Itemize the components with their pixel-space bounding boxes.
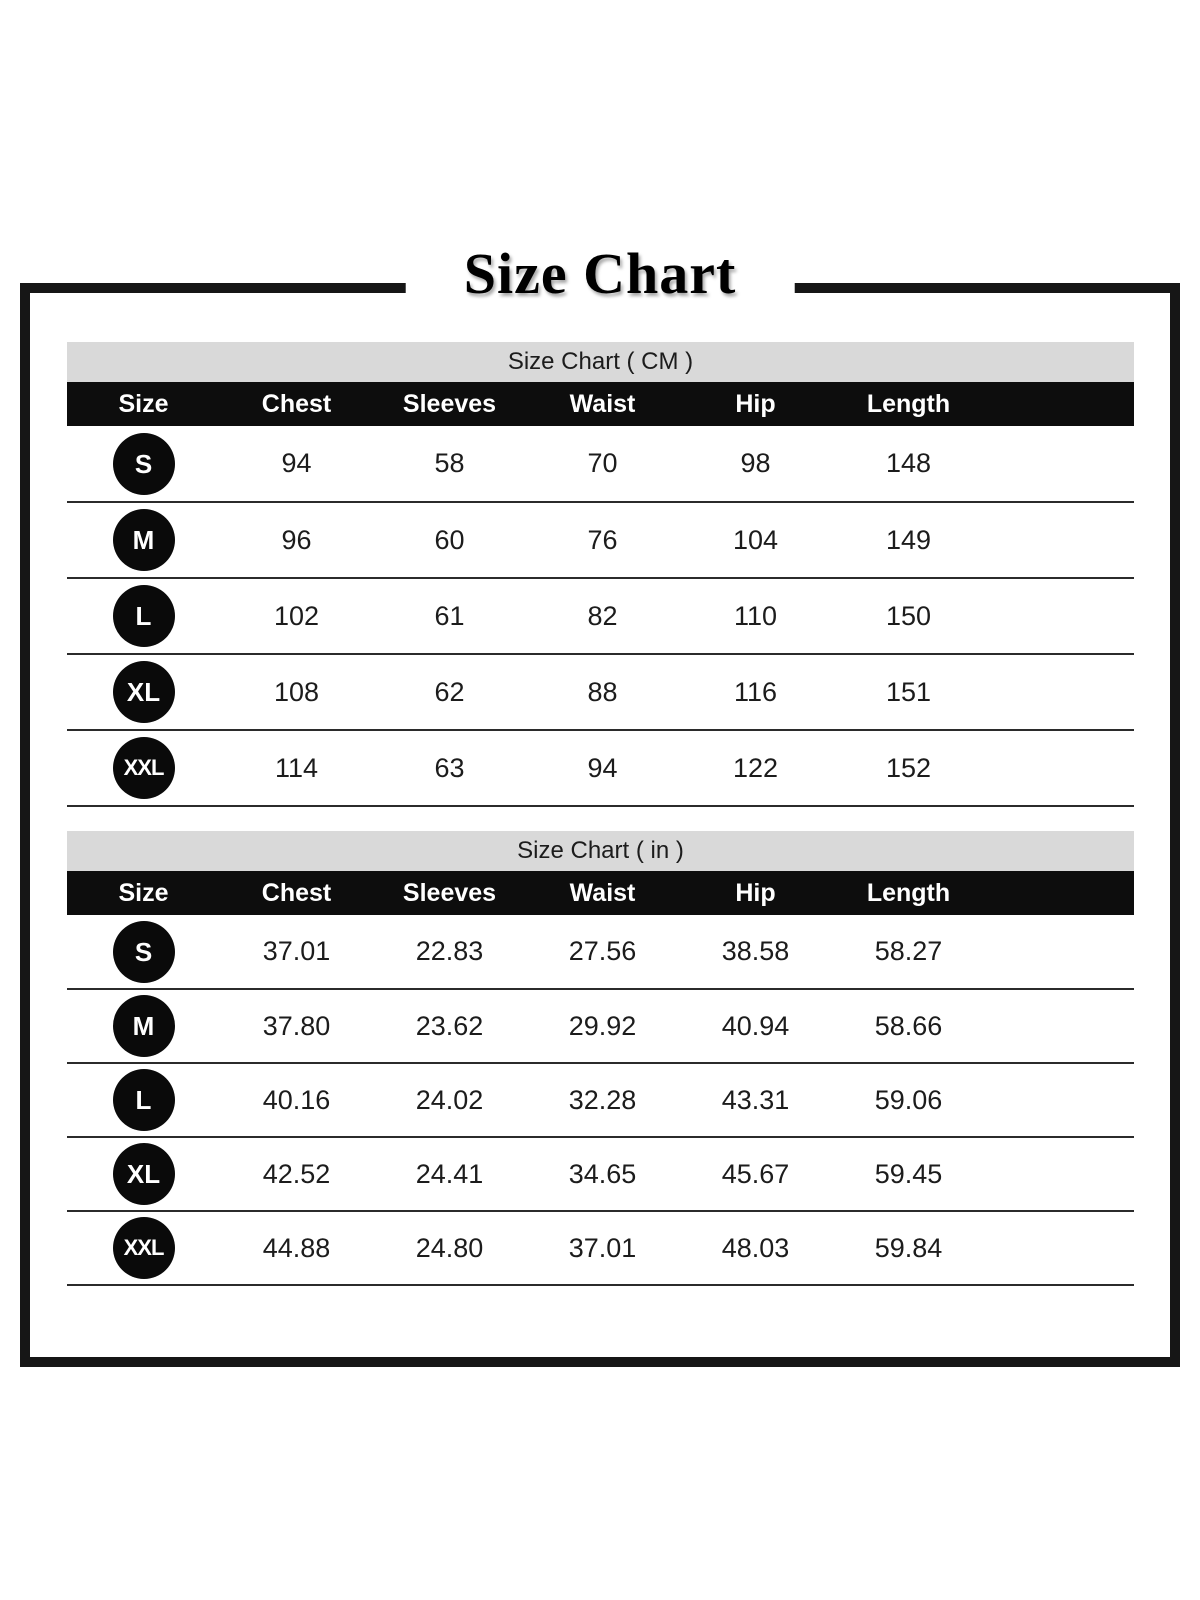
- measurement-cell: 40.94: [679, 989, 832, 1063]
- measurement-cell: 27.56: [526, 915, 679, 989]
- measurements-table-cm: [67, 382, 1134, 807]
- table-header-cm: [67, 382, 1134, 426]
- spacer-cell: [985, 989, 1134, 1063]
- measurement-cell: 150: [832, 578, 985, 654]
- size-row-xl: [67, 654, 1134, 730]
- measurement-cell: 24.80: [373, 1211, 526, 1285]
- table-header-in: [67, 871, 1134, 915]
- measurement-cell: 114: [220, 730, 373, 806]
- measurement-cell: 96: [220, 502, 373, 578]
- size-badge: L: [113, 585, 175, 647]
- measurement-cell: 40.16: [220, 1063, 373, 1137]
- column-header-size: Size: [118, 878, 169, 907]
- measurement-cell: 94: [220, 426, 373, 502]
- measurement-cell: 102: [220, 578, 373, 654]
- size-cell: [67, 1063, 220, 1137]
- size-cell: [67, 578, 220, 654]
- size-badge: L: [113, 1069, 175, 1131]
- measurement-cell: 43.31: [679, 1063, 832, 1137]
- spacer-cell: [985, 730, 1134, 806]
- measurement-cell: 48.03: [679, 1211, 832, 1285]
- measurement-cell: 37.80: [220, 989, 373, 1063]
- size-row-xxl: [67, 730, 1134, 806]
- column-header-size: Size: [118, 389, 169, 418]
- spacer-cell: [985, 426, 1134, 502]
- measurement-cell: 22.83: [373, 915, 526, 989]
- spacer-cell: [985, 654, 1134, 730]
- column-header-sleeves: Sleeves: [402, 389, 497, 418]
- column-header-chest: Chest: [261, 878, 332, 907]
- size-cell: [67, 1137, 220, 1211]
- spacer-cell: [985, 1211, 1134, 1285]
- size-row-l: [67, 1063, 1134, 1137]
- size-badge: S: [113, 921, 175, 983]
- measurement-cell: 76: [526, 502, 679, 578]
- size-badge: XL: [113, 1143, 175, 1205]
- measurement-cell: 44.88: [220, 1211, 373, 1285]
- measurement-cell: 45.67: [679, 1137, 832, 1211]
- spacer-column: [985, 382, 1134, 426]
- measurement-cell: 110: [679, 578, 832, 654]
- size-row-s: [67, 426, 1134, 502]
- measurement-cell: 63: [373, 730, 526, 806]
- table-body-in: [67, 915, 1134, 1285]
- size-row-l: [67, 578, 1134, 654]
- measurement-cell: 108: [220, 654, 373, 730]
- measurement-cell: 24.41: [373, 1137, 526, 1211]
- size-table-in: [67, 831, 1134, 1286]
- spacer-cell: [985, 578, 1134, 654]
- column-header-chest: Chest: [261, 389, 332, 418]
- measurement-cell: 151: [832, 654, 985, 730]
- frame-content: [30, 293, 1170, 1286]
- measurement-cell: 61: [373, 578, 526, 654]
- measurement-cell: 24.02: [373, 1063, 526, 1137]
- measurement-cell: 37.01: [220, 915, 373, 989]
- column-header-length: Length: [866, 878, 951, 907]
- size-row-xl: [67, 1137, 1134, 1211]
- size-badge: XXL: [113, 737, 175, 799]
- table-caption-in: Size Chart ( in ): [67, 831, 1134, 871]
- column-header-waist: Waist: [569, 389, 636, 418]
- measurement-cell: 60: [373, 502, 526, 578]
- spacer-column: [985, 871, 1134, 915]
- column-header-waist: Waist: [569, 878, 636, 907]
- measurement-cell: 42.52: [220, 1137, 373, 1211]
- measurement-cell: 29.92: [526, 989, 679, 1063]
- measurements-table-in: [67, 871, 1134, 1286]
- header-row: [67, 382, 1134, 426]
- measurement-cell: 98: [679, 426, 832, 502]
- size-row-m: [67, 502, 1134, 578]
- size-badge: M: [113, 995, 175, 1057]
- measurement-cell: 70: [526, 426, 679, 502]
- table-caption-cm: Size Chart ( CM ): [67, 342, 1134, 382]
- measurement-cell: 88: [526, 654, 679, 730]
- measurement-cell: 104: [679, 502, 832, 578]
- spacer-cell: [985, 1137, 1134, 1211]
- size-row-m: [67, 989, 1134, 1063]
- size-cell: [67, 426, 220, 502]
- size-cell: [67, 502, 220, 578]
- size-table-cm: [67, 342, 1134, 807]
- measurement-cell: 82: [526, 578, 679, 654]
- spacer-cell: [985, 1063, 1134, 1137]
- column-header-hip: Hip: [735, 878, 776, 907]
- measurement-cell: 38.58: [679, 915, 832, 989]
- size-cell: [67, 915, 220, 989]
- column-header-length: Length: [866, 389, 951, 418]
- measurement-cell: 23.62: [373, 989, 526, 1063]
- measurement-cell: 58: [373, 426, 526, 502]
- measurement-cell: 34.65: [526, 1137, 679, 1211]
- size-chart-frame: [20, 241, 1180, 1367]
- size-badge: M: [113, 509, 175, 571]
- size-badge: XXL: [113, 1217, 175, 1279]
- measurement-cell: 59.45: [832, 1137, 985, 1211]
- measurement-cell: 62: [373, 654, 526, 730]
- measurement-cell: 59.84: [832, 1211, 985, 1285]
- size-cell: [67, 989, 220, 1063]
- measurement-cell: 59.06: [832, 1063, 985, 1137]
- size-cell: [67, 730, 220, 806]
- measurement-cell: 37.01: [526, 1211, 679, 1285]
- size-row-s: [67, 915, 1134, 989]
- page-title: Size Chart: [406, 243, 795, 305]
- size-badge: S: [113, 433, 175, 495]
- measurement-cell: 152: [832, 730, 985, 806]
- measurement-cell: 58.66: [832, 989, 985, 1063]
- size-cell: [67, 1211, 220, 1285]
- measurement-cell: 94: [526, 730, 679, 806]
- measurement-cell: 116: [679, 654, 832, 730]
- measurement-cell: 149: [832, 502, 985, 578]
- spacer-cell: [985, 502, 1134, 578]
- measurement-cell: 122: [679, 730, 832, 806]
- column-header-hip: Hip: [735, 389, 776, 418]
- measurement-cell: 32.28: [526, 1063, 679, 1137]
- size-row-xxl: [67, 1211, 1134, 1285]
- column-header-sleeves: Sleeves: [402, 878, 497, 907]
- measurement-cell: 58.27: [832, 915, 985, 989]
- table-body-cm: [67, 426, 1134, 806]
- measurement-cell: 148: [832, 426, 985, 502]
- size-cell: [67, 654, 220, 730]
- spacer-cell: [985, 915, 1134, 989]
- header-row: [67, 871, 1134, 915]
- size-badge: XL: [113, 661, 175, 723]
